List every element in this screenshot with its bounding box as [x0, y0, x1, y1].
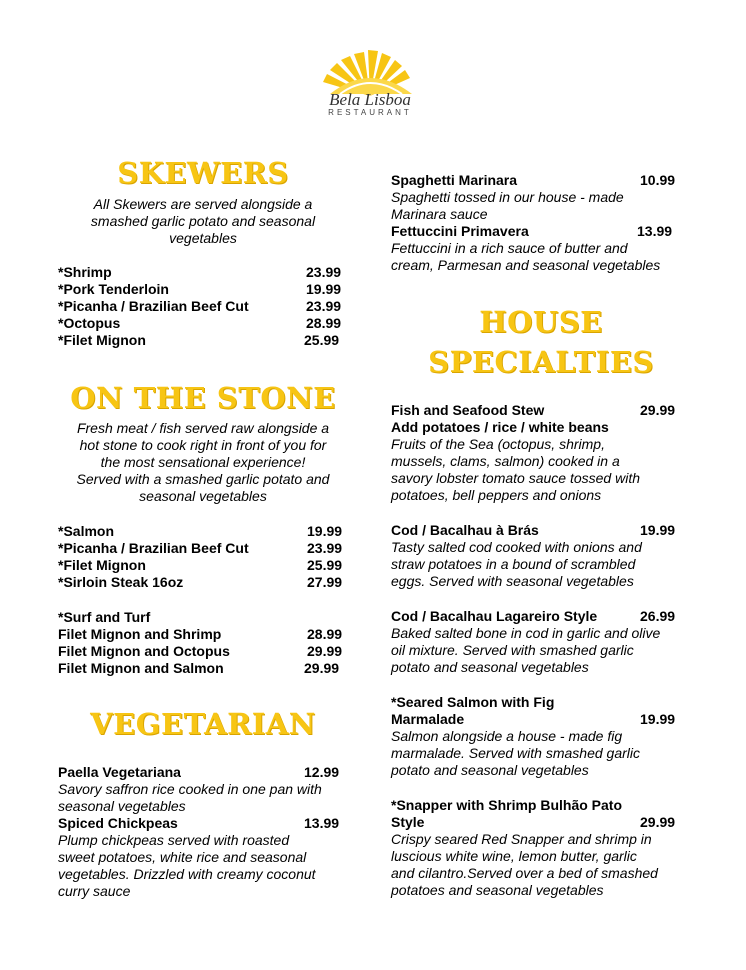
description-line: Fettuccini in a rich sauce of butter and	[391, 240, 628, 256]
house-specialties-heading	[391, 302, 691, 382]
intro-line: All Skewers are served alongside a	[93, 196, 313, 212]
description-line: potato and seasonal vegetables	[391, 762, 589, 778]
menu-item-name: Cod / Bacalhau à Brás	[391, 522, 539, 538]
description-line: Marinara sauce	[391, 206, 488, 222]
menu-item-description	[391, 240, 691, 274]
description-line: sweet potatoes, white rice and seasonal	[58, 849, 307, 865]
menu-item-description	[391, 539, 691, 590]
menu-item-price: 29.99	[304, 660, 340, 676]
intro-line: Fresh meat / fish served raw alongside a	[76, 420, 330, 436]
description-line: curry sauce	[58, 883, 131, 899]
description-line: marmalade. Served with smashed garlic	[391, 745, 640, 761]
menu-item-price: 19.99	[640, 711, 676, 727]
menu-item-price: 13.99	[637, 223, 673, 239]
menu-item-price: 19.99	[306, 281, 342, 297]
menu-item-name: *Salmon	[58, 523, 115, 539]
menu-item-price: 19.99	[640, 522, 676, 538]
vegetarian-heading: VEGETARIAN	[90, 707, 316, 741]
menu-item-price: 29.99	[640, 402, 676, 418]
logo-name: Bela Lisboa	[329, 90, 411, 109]
menu-item-name: *Sirloin Steak 16oz	[58, 574, 184, 590]
menu-item-name: *Filet Mignon	[58, 557, 146, 573]
description-line: vegetables. Drizzled with creamy coconut	[58, 866, 316, 882]
menu-item-price: 25.99	[304, 332, 340, 348]
description-line: Baked salted bone in cod in garlic and olive	[391, 625, 661, 641]
heading-line: HOUSE	[479, 305, 603, 339]
description-line: Tasty salted cod cooked with onions and	[391, 539, 642, 555]
heading-line: SPECIALTIES	[428, 345, 654, 379]
logo-subtitle: RESTAURANT	[328, 108, 412, 117]
menu-item-description	[391, 625, 691, 676]
description-line: Fruits of the Sea (octopus, shrimp,	[391, 436, 605, 452]
menu-item-name: Filet Mignon and Salmon	[58, 660, 224, 676]
description-line: mussels, clams, salmon) cooked in a	[391, 453, 620, 469]
description-line: cream, Parmesan and seasonal vegetables	[391, 257, 661, 273]
menu-item-name: Spaghetti Marinara	[391, 172, 518, 188]
menu-item-description	[391, 436, 691, 504]
intro-line: hot stone to cook right in front of you for	[79, 437, 327, 453]
menu-item-price: 13.99	[304, 815, 340, 831]
on-the-stone-heading: ON THE STONE	[70, 381, 336, 415]
intro-line: smashed garlic potato and seasonal	[90, 213, 316, 229]
menu-item-price: 28.99	[307, 626, 343, 642]
description-line: savory lobster tomato sauce tossed with	[391, 470, 641, 486]
menu-item-price: 25.99	[307, 557, 343, 573]
menu-item-name: Fish and Seafood Stew	[391, 402, 545, 418]
menu-item-price: 23.99	[306, 264, 342, 280]
menu-item-price: 27.99	[307, 574, 343, 590]
menu-item-name: *Picanha / Brazilian Beef Cut	[58, 298, 249, 314]
menu-item-name: *Picanha / Brazilian Beef Cut	[58, 540, 249, 556]
menu-item-price: 23.99	[306, 298, 342, 314]
skewers-heading: SKEWERS	[117, 156, 289, 190]
description-line: seasonal vegetables	[58, 798, 186, 814]
menu-item-price: 10.99	[640, 172, 676, 188]
menu-item-price: 19.99	[307, 523, 343, 539]
menu-item-price: 29.99	[307, 643, 343, 659]
description-line: eggs. Served with seasonal vegetables	[391, 573, 634, 589]
description-line: potato and seasonal vegetables	[391, 659, 589, 675]
menu-item-price: 26.99	[640, 608, 676, 624]
menu-item-name-continued: Marmalade	[391, 711, 465, 727]
intro-line: vegetables	[169, 230, 237, 246]
menu-item-description	[391, 728, 691, 779]
menu-item-price: 23.99	[307, 540, 343, 556]
menu-item-name: *Shrimp	[58, 264, 112, 280]
surf-and-turf-title: *Surf and Turf	[58, 609, 151, 625]
menu-item-price: 28.99	[306, 315, 342, 331]
intro-line: Served with a smashed garlic potato and	[76, 471, 330, 487]
menu-item-name: Paella Vegetariana	[58, 764, 181, 780]
menu-item-description	[58, 832, 358, 900]
stone-intro	[58, 420, 348, 505]
menu-item-name-continued: Style	[391, 814, 425, 830]
description-line: potatoes, bell peppers and onions	[391, 487, 602, 503]
description-line: potatoes and seasonal vegetables	[391, 882, 604, 898]
description-line: and cilantro.Served over a bed of smashed	[391, 865, 658, 881]
menu-item-name: Spiced Chickpeas	[58, 815, 178, 831]
description-line: oil mixture. Served with smashed garlic	[391, 642, 634, 658]
menu-item-name: *Seared Salmon with Fig	[391, 694, 555, 710]
skewers-intro	[58, 196, 348, 247]
description-line: straw potatoes in a bound of scrambled	[391, 556, 636, 572]
description-line: Spaghetti tossed in our house - made	[391, 189, 624, 205]
menu-item-name: *Filet Mignon	[58, 332, 146, 348]
menu-item-description	[58, 781, 358, 815]
menu-item-name: Filet Mignon and Shrimp	[58, 626, 222, 642]
menu-item-name: *Pork Tenderloin	[58, 281, 169, 297]
menu-item-name: Cod / Bacalhau Lagareiro Style	[391, 608, 598, 624]
menu-item-description	[391, 189, 691, 223]
restaurant-logo	[300, 40, 440, 130]
menu-item-price: 12.99	[304, 764, 340, 780]
menu-item-description	[391, 831, 691, 899]
menu-item-name: *Snapper with Shrimp Bulhão Pato	[391, 797, 623, 813]
menu-item-price: 29.99	[640, 814, 676, 830]
menu-item-name: Fettuccini Primavera	[391, 223, 529, 239]
description-line: Crispy seared Red Snapper and shrimp in	[391, 831, 652, 847]
description-line: luscious white wine, lemon butter, garlic	[391, 848, 637, 864]
intro-line: the most sensational experience!	[100, 454, 306, 470]
intro-line: seasonal vegetables	[139, 488, 267, 504]
menu-item-option: Add potatoes / rice / white beans	[391, 419, 609, 435]
description-line: Salmon alongside a house - made fig	[391, 728, 623, 744]
description-line: Plump chickpeas served with roasted	[58, 832, 290, 848]
description-line: Savory saffron rice cooked in one pan with	[58, 781, 322, 797]
menu-item-name: Filet Mignon and Octopus	[58, 643, 230, 659]
menu-item-name: *Octopus	[58, 315, 121, 331]
